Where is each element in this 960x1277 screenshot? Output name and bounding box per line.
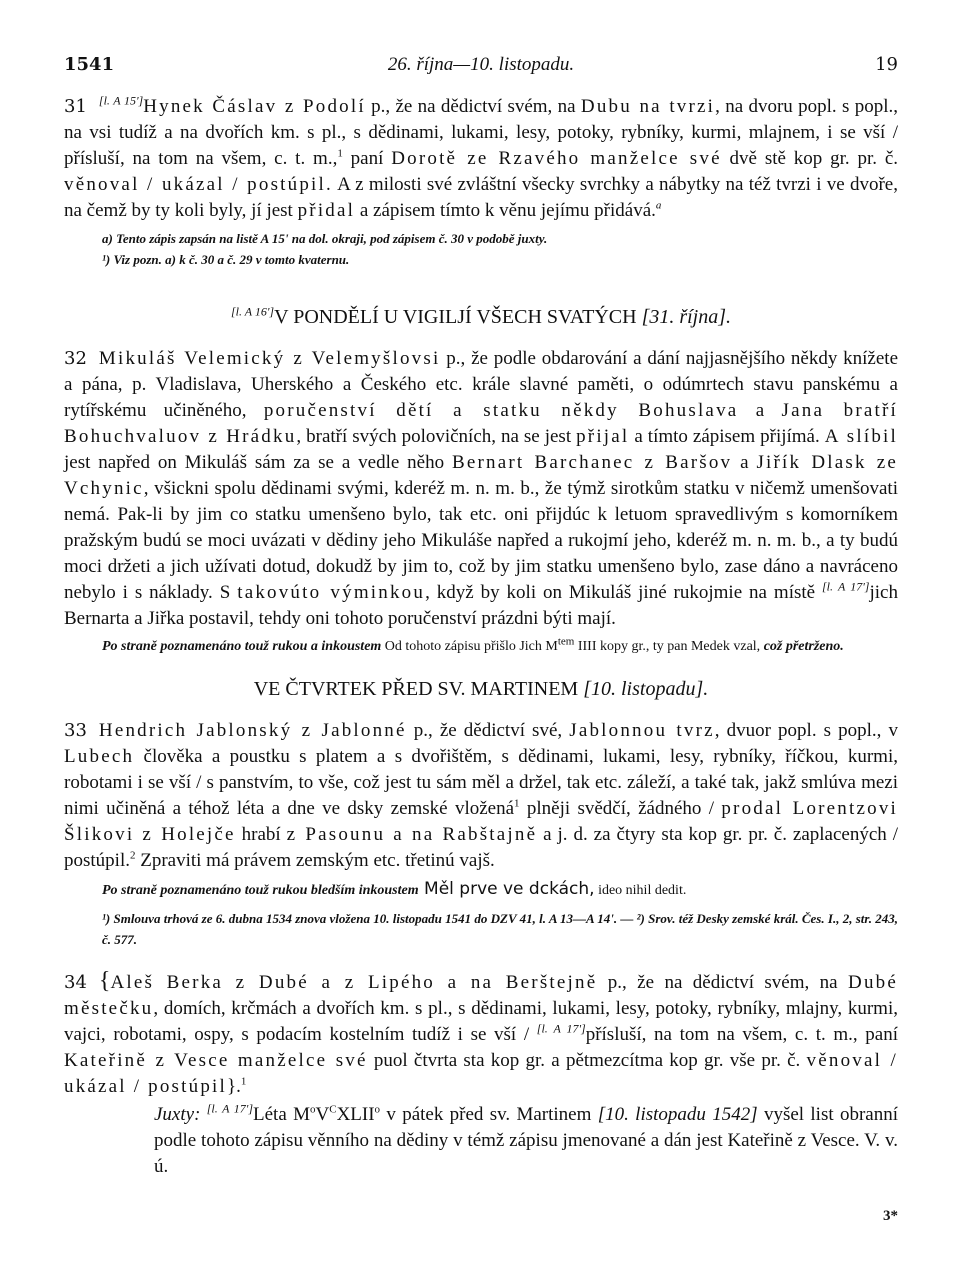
entry-number: 34 (64, 972, 87, 993)
entry-text: plněji svědčí, žádného / (519, 798, 722, 819)
superscript: tem (557, 635, 575, 648)
entry-text: puol čtvrta sta kop gr. a pětmezcítma kop gr. vše pr. č. (367, 1050, 807, 1071)
footnote-ref: 2 (129, 849, 136, 862)
brace-close: }. (227, 1076, 241, 1097)
entry-34 (64, 968, 898, 1100)
place-name: z Pasounu a na Rabštajně (286, 824, 538, 845)
entry-text: paní (342, 148, 392, 169)
entry-text: , domích, krčmách a dvořích km. s pl., s dědinami, lukami, lesy, potoky, rybníky, mlajny, kurmi, vajci, robotami, ospy, s podacím kostelním tudíž i se vší / (64, 998, 898, 1045)
entry-number: 31 (64, 96, 87, 117)
entry-text: A z milosti své zvláštní všecky svrchky a nábytky na též tvrzi i ve dvoře, na čemž by ty koli byly, jí jest (64, 174, 898, 221)
note-ref: a (655, 199, 662, 212)
heading-date: [31. října]. (641, 306, 732, 328)
entry-text: a j. d. za čtyry sta kop gr. pr. č. zaplacených / postúpil. (64, 824, 899, 871)
editor-italic: což přetrženo. (763, 639, 844, 654)
person-name: Bernart Barchanec z Baršov (452, 452, 733, 473)
entry-number: 32 (64, 348, 87, 369)
entry-text: člověka a poustku s platem a s dvořištěm, s dědinami, lukami, lesy, rybníky, říčkou, kurmi, robotami i se vší / s panstvím, to vše, což jest tu sám měl a držel, tak etc. záleží, a také tak, jakž smlúva mezi nimi učiněná a téhož léta a dne ve dsky zemské vložená (64, 746, 898, 819)
action-verb: prodal Lorentzovi Šlikovi z Holejče (64, 798, 898, 845)
juxty-text: V (315, 1104, 330, 1125)
entry-text: hrabí (235, 824, 287, 845)
juxty-text: Léta M (253, 1104, 310, 1125)
entry-text: p., že na dědictví svém, na (365, 96, 581, 117)
entry-32 (64, 346, 898, 632)
footnote-ref: 1 (240, 1075, 247, 1088)
place-name: Dubu na tvrzi (580, 96, 716, 117)
juxty-text: v pátek před sv. Martinem (380, 1104, 598, 1125)
footnote-ref: 1 (514, 797, 520, 810)
entry-text: p., že na dědictví svém, na (597, 972, 849, 993)
entry-text: a (732, 452, 757, 473)
running-head (64, 46, 898, 80)
person-name: Bohuslava (638, 400, 739, 421)
header-year: 1541 (64, 54, 115, 75)
entry-text: p., že dědictví své, (406, 720, 570, 741)
folio-marker: [l. A 16'] (230, 304, 275, 319)
person-name: Jana (781, 400, 825, 421)
action-verb: přidal (297, 200, 356, 221)
juxty-text: XLII (336, 1104, 375, 1125)
folio-marker: [l. A 17'] (536, 1021, 586, 1036)
entry-text: přísluší, na tom na všem, c. t. m., paní (585, 1024, 899, 1045)
heading-title: V PONDĚLÍ U VIGILJÍ VŠECH SVATÝCH (274, 306, 642, 328)
entry-text: dvě stě kop gr. pr. č. (721, 148, 899, 169)
entry-text: a (738, 400, 782, 421)
place-name: Jablonnou tvrz (569, 720, 715, 741)
note-a: a) Tento zápis zapsán na listě A 15' na dol. okraji, pod zápisem č. 30 v podobě juxty. (102, 231, 548, 246)
superscript: o (309, 1103, 316, 1116)
heading-title: VE ČTVRTEK PŘED SV. MARTINEM (253, 678, 584, 700)
person-name: Bohuchvaluov z Hrádku (64, 426, 297, 447)
entry-number: 33 (64, 720, 87, 741)
entry-text: bratří (824, 400, 899, 421)
editor-italic: Po straně poznamenáno touž rukou a inkoustem (102, 639, 382, 654)
person-name: Jiřík Dlask ze Vchynic (64, 452, 898, 499)
emphasis: takovúto výminkou (237, 582, 426, 603)
juxty-note (64, 1102, 898, 1180)
footnote-ref: 1 (337, 147, 343, 160)
folio-marker: [l. A 17'] (206, 1101, 254, 1116)
entry-text: jest napřed on Mikuláš sám za se a vedle něho (64, 452, 452, 473)
page-number: 19 (875, 54, 898, 75)
entry-text: , když by koli on Mikuláš jiné rukojmie na místě (425, 582, 822, 603)
notes-33: ¹) Smlouva trhová ze 6. dubna 1534 znova vložena 10. listopadu 1541 do DZV 41, l. A 13—A 14'. — ²) Srov. též Desky zemské král. Čes. I., 2, str. 243, č. 577. (102, 911, 898, 947)
place-name: Dubé městečku (64, 972, 898, 1019)
entry-text: Zpraviti má právem zemským etc. třetinú vajš. (135, 850, 495, 871)
entry-text: , dvuor popl. s popl., v (714, 720, 899, 741)
superscript: o (374, 1103, 381, 1116)
action-verb: A slíbil (824, 426, 898, 447)
action-verb: přijal (576, 426, 630, 447)
header-date-range: 26. října—10. listopadu. (387, 54, 575, 75)
editor-italic: Po straně poznamenáno touž rukou bledším inkoustem (102, 883, 419, 898)
person-name: Aleš Berka z Dubé a z Lipého a na Berštejně (110, 972, 598, 993)
folio-marker: [l. A 15'] (98, 93, 144, 108)
section-heading-2 (64, 676, 898, 702)
place-name: Lubech (64, 746, 135, 767)
printer-signature: 3* (883, 1208, 898, 1224)
entry-33 (64, 718, 898, 874)
margin-note-32 (64, 636, 898, 658)
section-heading-1 (64, 304, 898, 330)
notes-31 (64, 228, 898, 270)
action-verb: věnoval / ukázal / postúpil (64, 1050, 898, 1097)
entry-text: , bratří svých polovičních, na se jest (296, 426, 577, 447)
page (64, 46, 898, 1180)
note-text: Od tohoto zápisu přišlo Jich M (381, 639, 558, 654)
entry-text: p., že podle obdarování a dání najjasnějšího někdy knížete a pána, p. Vladislava, Uherského a Českého etc. krále slavné paměti, o odúmrtech stavu panskému a rytířskému učiněného, (64, 348, 898, 421)
entry-text: a tímto zápisem přijímá. (629, 426, 825, 447)
entry-text: dětí a statku někdy (376, 400, 639, 421)
juxty-text: vyšel list obranní podle tohoto zápisu věnního na dědiny v témž zápisu jmenované a dán jest Kateřině z Vesce. V. v. ú. (154, 1104, 898, 1177)
action-verb: věnoval / ukázal / postúpil. (64, 174, 333, 195)
emphasis: poručenství (263, 400, 377, 421)
entry-text: , všickni spolu dědinami svými, kderéž m. n. m. b., že týmž sirotkům statku v ničemž umenšovati nemá. Pak-li by jim co statku umenšeno bylo, tak etc. oni přijdúc k letuom spravedlivým s komorníkem pražským budú se moci uvázati v dědiny jeho Mikuláše napřed a rukojmí jeho, kderéž m. n. m. b., a ty budú moci držeti a jich užívati dotud, dokudž by jim to, což by jim statku umenšeno bylo, zase dáno a navráceno nebylo i s náklady. S (64, 478, 898, 603)
person-name: Hendrich Jablonský z Jablonné (98, 720, 407, 741)
juxty-date: [10. listopadu 1542] (597, 1104, 758, 1125)
juxty-label: Juxty: (154, 1104, 207, 1125)
person-name: Mikuláš Velemický z Velemyšlovsi (98, 348, 441, 369)
wife-name: Kateřině z Vesce manželce své (64, 1050, 368, 1071)
note-text: Měl prve ve dckách, (418, 879, 595, 899)
entry-31 (64, 94, 898, 224)
note-text: IIII kopy gr., ty pan Medek vzal, (574, 639, 764, 654)
footnote-1: ¹) Viz pozn. a) k č. 30 a č. 29 v tomto kvaternu. (102, 252, 350, 267)
superscript: C (329, 1103, 337, 1116)
margin-note-33 (64, 878, 898, 902)
heading-date: [10. listopadu]. (583, 678, 709, 700)
note-text: ideo nihil dedit. (594, 883, 687, 898)
entry-text: a zápisem tímto k věnu jejímu přidává. (355, 200, 656, 221)
person-name: Hynek Čáslav z Podolí (143, 96, 366, 117)
brace-open: { (98, 968, 111, 994)
entry-text: jich Bernarta a Jiřka postavil, tehdy oni tohoto poručenství prázdni býti mají. (64, 582, 898, 629)
folio-marker: [l. A 17'] (822, 579, 870, 594)
entry-text: , na dvoru popl. s popl., na vsi tudíž a na dvořích km. s pl., s dědinami, lukami, lesy, potoky, rybníky, kurmi, mlajnem, i se vší / přísluší, na tom na všem, c. t. m., (64, 96, 898, 169)
wife-name: Dorotě ze Rzavého manželce své (391, 148, 722, 169)
